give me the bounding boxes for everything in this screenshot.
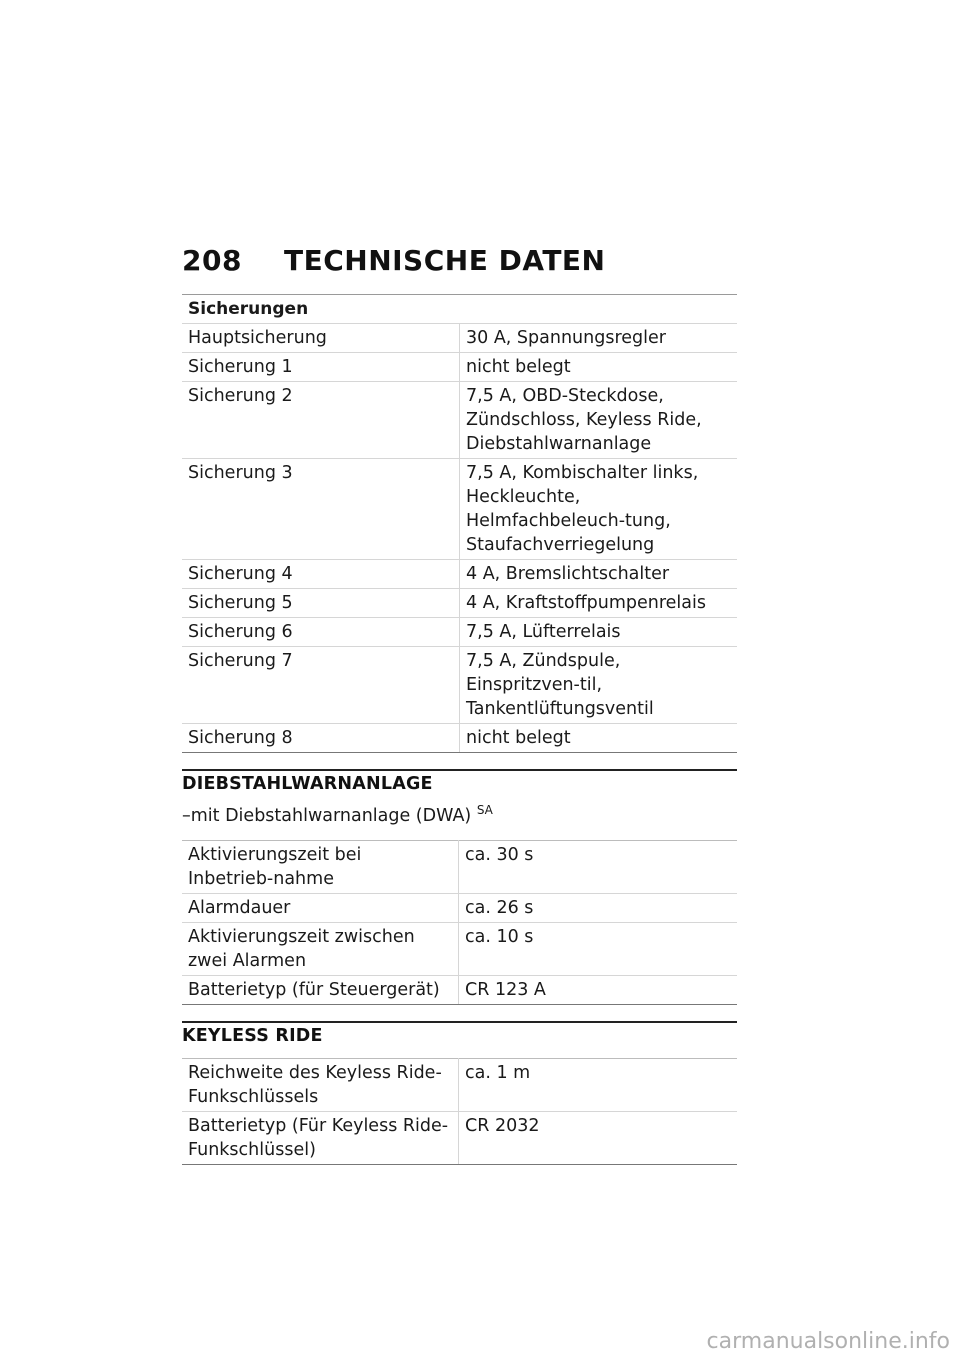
alarm-note-text: –mit Diebstahlwarnanlage (DWA) (182, 805, 472, 826)
spec-row (182, 560, 737, 589)
spec-label: Sicherung 4 (182, 560, 460, 589)
spec-label: Batterietyp (für Steuergerät) (182, 975, 459, 1004)
spec-row (182, 1058, 737, 1111)
spec-label: Reichweite des Keyless Ride-Funkschlüssels (182, 1058, 459, 1111)
spec-label: Sicherung 7 (182, 647, 460, 724)
spec-value: 4 A, Kraftstoffpumpenrelais (460, 589, 738, 618)
spec-value: ca. 1 m (459, 1058, 738, 1111)
fuses-table (182, 294, 737, 753)
spec-row (182, 724, 737, 753)
spec-value: ca. 10 s (459, 922, 738, 975)
spec-label: Aktivierungszeit zwischen zwei Alarmen (182, 922, 459, 975)
keyless-table (182, 1058, 737, 1165)
spec-value: 7,5 A, Zündspule, Einspritzven-til, Tankentlüftungsventil (460, 647, 738, 724)
spec-row (182, 893, 737, 922)
page-number: 208 (182, 244, 242, 277)
fuses-title: Sicherungen (182, 295, 737, 324)
spec-row (182, 459, 737, 560)
spec-row (182, 840, 737, 893)
alarm-heading: DIEBSTAHLWARNANLAGE (182, 769, 737, 794)
keyless-heading: KEYLESS RIDE (182, 1021, 737, 1046)
spec-label: Sicherung 2 (182, 382, 460, 459)
spec-row (182, 1111, 737, 1164)
spec-row (182, 618, 737, 647)
spec-value: 7,5 A, Lüfterrelais (460, 618, 738, 647)
spec-value: CR 123 A (459, 975, 738, 1004)
spec-value: 4 A, Bremslichtschalter (460, 560, 738, 589)
spec-row (182, 382, 737, 459)
spec-row (182, 353, 737, 382)
page-header (182, 244, 605, 277)
spec-label: Sicherung 5 (182, 589, 460, 618)
spec-label: Sicherung 1 (182, 353, 460, 382)
spec-value: nicht belegt (460, 353, 738, 382)
spec-label: Batterietyp (Für Keyless Ride-Funkschlüssel) (182, 1111, 459, 1164)
watermark: carmanualsonline.info (706, 1329, 950, 1354)
spec-label: Aktivierungszeit bei Inbetrieb-nahme (182, 840, 459, 893)
spec-label: Sicherung 8 (182, 724, 460, 753)
chapter-title: TECHNISCHE DATEN (284, 244, 606, 277)
spec-row (182, 922, 737, 975)
spec-label: Hauptsicherung (182, 324, 460, 353)
spec-value: 7,5 A, Kombischalter links, Heckleuchte, Helmfachbeleuch-tung, Staufachverriegelung (460, 459, 738, 560)
fuses-title-row (182, 295, 737, 324)
spec-row (182, 647, 737, 724)
spec-row (182, 324, 737, 353)
spec-value: nicht belegt (460, 724, 738, 753)
spec-value: CR 2032 (459, 1111, 738, 1164)
alarm-table (182, 840, 737, 1005)
content (182, 294, 737, 1165)
alarm-note-sup: SA (476, 803, 493, 817)
spec-row (182, 975, 737, 1004)
spec-value: 7,5 A, OBD-Steckdose, Zündschloss, Keyless Ride, Diebstahlwarnanlage (460, 382, 738, 459)
spec-row (182, 589, 737, 618)
spec-value: ca. 26 s (459, 893, 738, 922)
spec-value: 30 A, Spannungsregler (460, 324, 738, 353)
spec-value: ca. 30 s (459, 840, 738, 893)
spec-label: Sicherung 6 (182, 618, 460, 647)
alarm-note (182, 798, 737, 828)
spec-label: Alarmdauer (182, 893, 459, 922)
spec-label: Sicherung 3 (182, 459, 460, 560)
